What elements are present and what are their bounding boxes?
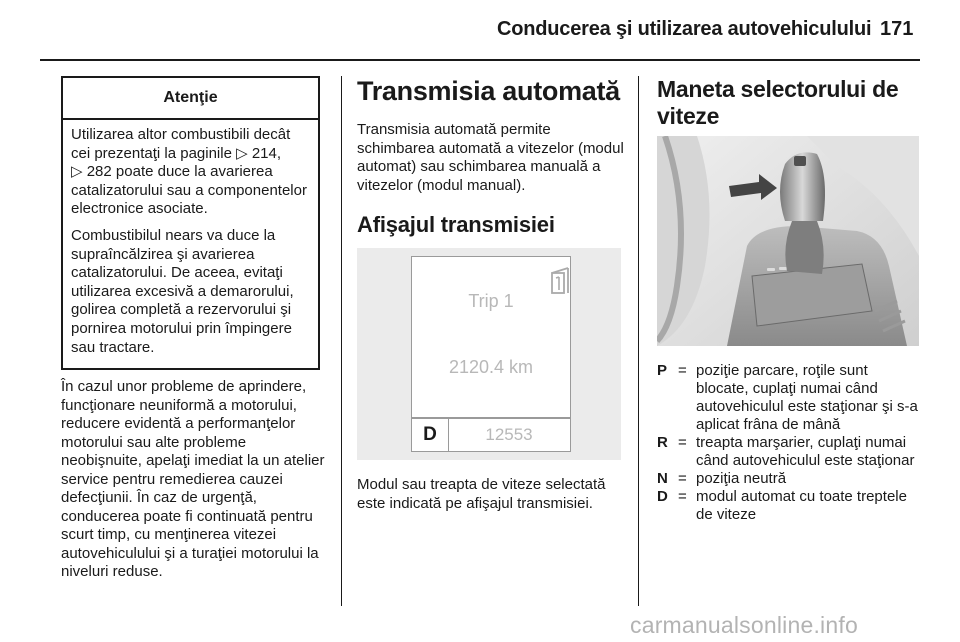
gear-position-item (657, 470, 922, 488)
gear-equals: = (678, 362, 687, 379)
gear-description: poziţia neutră (696, 470, 787, 487)
column-divider (341, 76, 342, 606)
page-header-title: Conducerea şi utilizarea autovehiculului (497, 18, 872, 40)
gear-key: N (657, 470, 668, 487)
subsection-heading: Afişajul transmisiei (357, 212, 555, 237)
gear-position-item (657, 434, 922, 470)
display-caption: Modul sau treapta de viteze selectată este indicată pe afişajul transmisiei. (357, 476, 606, 512)
gear-key: D (657, 488, 668, 505)
gear-equals: = (678, 470, 687, 487)
warning-paragraph (71, 126, 310, 219)
gear-key: P (657, 362, 668, 379)
intro-paragraph: Transmisia automată permite schimbarea automată a vitezelor (modul automat) sau schimbarea manuală a vitezelor (modul manual). (357, 121, 624, 194)
page-reference-icon: ▷ (71, 163, 83, 181)
gear-position-list (657, 362, 922, 524)
gear-description: poziţie parcare, roţile sunt blocate, cuplaţi numai când autovehiculul este staţionar şi s-a aplicat frâna de mână (696, 362, 918, 433)
header-rule (40, 59, 920, 61)
page-number: 171 (880, 18, 914, 40)
gear-equals: = (678, 488, 687, 505)
column-divider (638, 76, 639, 606)
gear-position-item (657, 488, 922, 524)
gear-equals: = (678, 434, 687, 451)
gear-position-item (657, 362, 922, 434)
warning-paragraph: Combustibilul nears va duce la supraîncălzirea şi avarierea catalizatorului. De aceea, evitaţi utilizarea excesivă a demarorului, golirea completă a rezervorului şi pornirea motorului prin împingere sau tractare. (71, 226, 294, 356)
gear-selector-lever-photo (657, 136, 919, 346)
gear-description: modul automat cu toate treptele de viteze (696, 488, 907, 523)
display-distance: 2120.4 km (448, 357, 534, 377)
warning-text: Utilizarea altor combustibili decât cei prezentaţi la paginile (71, 126, 291, 162)
warning-text: 282 poate duce la avarierea catalizatorului sau a componentelor electronice asociate. (71, 163, 307, 218)
watermark[interactable]: carmanualsonline.info (630, 612, 858, 638)
warning-title: Atenţie (63, 78, 318, 120)
page-reference-icon: ▷ (236, 144, 248, 162)
display-trip-label: Trip 1 (468, 291, 514, 311)
gear-description: treapta marşarier, cuplaţi numai când autovehiculul este staţionar (696, 434, 915, 469)
display-odometer: 12553 (485, 425, 533, 444)
transmission-display (411, 256, 571, 452)
page-reference: 214, (251, 144, 282, 162)
ignition-problems-paragraph: În cazul unor probleme de aprindere, funcţionare neuniformă a motorului, reducere evidentă a performanţelor motorului sau alte probleme neobişnuite, apelaţi imediat la un atelier service pentru remedierea cauzei defecţiunii. În caz de urgenţă, conducerea poate fi continuată pentru scurt timp, cu menţinerea vitezei autovehiculului şi a turaţiei motorului la niveluri reduse. (61, 378, 325, 580)
selector-lever-heading: Maneta selectorului de viteze (657, 76, 899, 129)
display-gear-indicator: D (423, 424, 437, 445)
section-heading: Transmisia automată (357, 76, 620, 106)
warning-box (61, 76, 320, 370)
gear-key: R (657, 434, 668, 451)
